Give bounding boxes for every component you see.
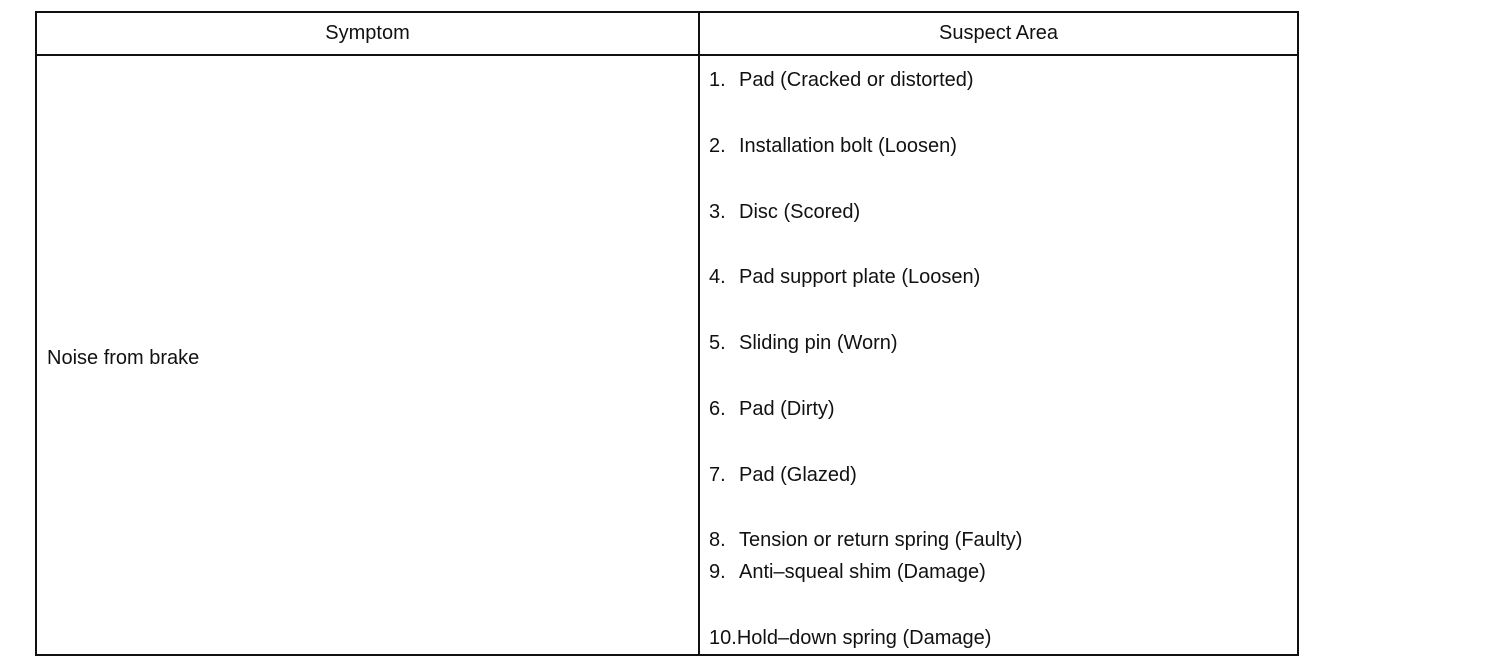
- suspect-item-text: Disc (Scored): [739, 201, 861, 223]
- suspect-item: [709, 464, 857, 487]
- suspect-item-text: Hold–down spring (Damage): [736, 627, 992, 649]
- suspect-item: [709, 529, 1022, 552]
- suspect-item-number: 4.: [709, 266, 726, 288]
- suspect-item: [709, 332, 898, 355]
- suspect-item-number: 1.: [709, 69, 726, 91]
- suspect-item-text: Pad support plate (Loosen): [739, 266, 981, 288]
- troubleshooting-table: [35, 11, 1299, 656]
- suspect-item-number: 5.: [709, 332, 726, 354]
- suspect-item-text: Tension or return spring (Faulty): [739, 529, 1023, 551]
- suspect-item-number: 8.: [709, 529, 726, 551]
- suspect-item: [709, 201, 860, 224]
- header-divider: [37, 54, 1297, 56]
- suspect-item-number: 10.: [709, 627, 737, 649]
- suspect-item: [709, 398, 835, 421]
- suspect-item-text: Pad (Cracked or distorted): [739, 69, 974, 91]
- header-symptom: Symptom: [325, 22, 410, 44]
- suspect-item: [709, 266, 980, 289]
- suspect-item-text: Pad (Glazed): [739, 464, 857, 486]
- column-divider: [698, 13, 700, 654]
- suspect-item-text: Sliding pin (Worn): [739, 332, 898, 354]
- suspect-item: [709, 561, 986, 584]
- suspect-item-number: 9.: [709, 561, 726, 583]
- suspect-item: [709, 69, 974, 92]
- suspect-item-text: Installation bolt (Loosen): [739, 135, 957, 157]
- suspect-item: [709, 135, 957, 158]
- header-suspect-area: Suspect Area: [939, 22, 1058, 44]
- suspect-item-text: Anti–squeal shim (Damage): [739, 561, 986, 583]
- suspect-item-number: 2.: [709, 135, 726, 157]
- suspect-item-number: 6.: [709, 398, 726, 420]
- suspect-item-number: 3.: [709, 201, 726, 223]
- symptom-cell: Noise from brake: [47, 347, 200, 369]
- suspect-item-text: Pad (Dirty): [739, 398, 835, 420]
- suspect-item: [709, 627, 991, 650]
- suspect-item-number: 7.: [709, 464, 726, 486]
